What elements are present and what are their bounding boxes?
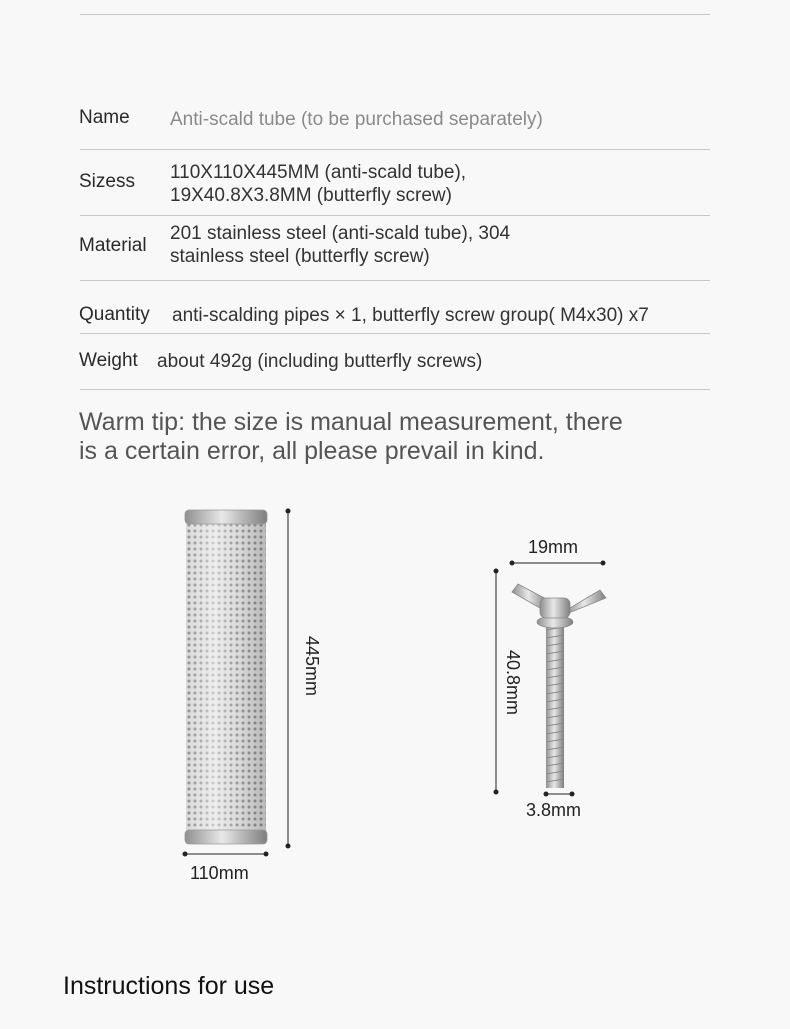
screw-thread-label: 3.8mm xyxy=(526,800,582,820)
warm-tip-line2: is a certain error, all please prevail in kind. xyxy=(79,437,545,465)
screw-thread-dimension xyxy=(544,792,574,796)
spec-value-weight: about 492g (including butterfly screws) xyxy=(157,351,483,372)
screw-length-dimension xyxy=(494,569,498,794)
spec-label-quantity: Quantity xyxy=(79,304,150,325)
spec-value-quantity: anti-scalding pipes × 1, butterfly screw group( M4x30) x7 xyxy=(172,305,649,326)
screw-width-dimension xyxy=(510,561,605,565)
tube-height-dimension xyxy=(286,509,290,848)
warm-tip-line1: Warm tip: the size is manual measurement, there xyxy=(79,408,623,436)
spec-label-sizes: Sizess xyxy=(79,171,135,192)
spec-label-name: Name xyxy=(79,107,130,128)
tube-width-dimension xyxy=(183,852,268,856)
tube-width-label: 110mm xyxy=(190,863,249,883)
tube-height-label: 445mm xyxy=(302,636,322,697)
spec-value-sizes-line2: 19X40.8X3.8MM (butterfly screw) xyxy=(170,185,452,206)
spec-label-material: Material xyxy=(79,235,147,256)
spec-value-material-line2: stainless steel (butterfly screw) xyxy=(170,246,430,267)
screw-length-label: 40.8mm xyxy=(503,650,523,716)
instructions-heading: Instructions for use xyxy=(63,972,275,1000)
spec-value-material-line1: 201 stainless steel (anti-scald tube), 304 xyxy=(170,223,511,244)
spec-value-name: Anti-scald tube (to be purchased separately) xyxy=(170,109,543,130)
spec-value-sizes-line1: 110X110X445MM (anti-scald tube), xyxy=(170,162,467,183)
screw-width-label: 19mm xyxy=(528,537,579,557)
spec-label-weight: Weight xyxy=(79,350,138,371)
butterfly-screw-image xyxy=(512,584,606,788)
anti-scald-tube-image xyxy=(185,510,267,844)
